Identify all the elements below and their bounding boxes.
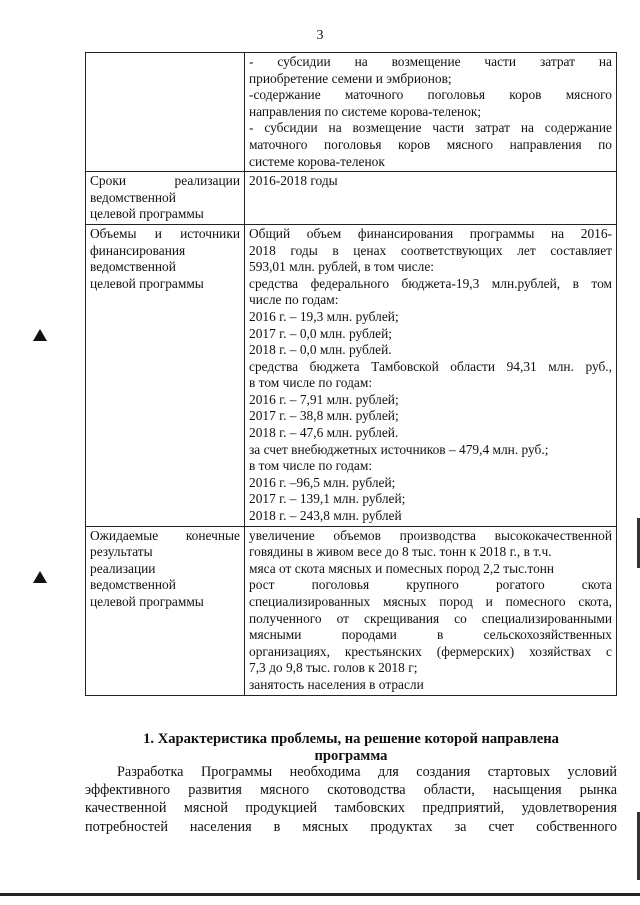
label-line: целевой программы — [90, 275, 204, 291]
text-line: 2016 г. –96,5 млн. рублей; — [249, 474, 396, 490]
text-line: 7,3 до 9,8 тыс. голов к 2018 г; — [249, 660, 418, 676]
text-line: 2018 г. – 47,6 млн. рублей. — [249, 425, 399, 441]
row-label-results — [86, 526, 245, 695]
text-line: 2017 г. – 0,0 млн. рублей; — [249, 325, 392, 341]
text-line: системе корова-теленок — [249, 153, 385, 169]
program-passport-table — [85, 52, 617, 696]
text-line: средства бюджета Тамбовской области 94,31 млн. руб., — [249, 358, 612, 374]
text-line: 2017 г. – 139,1 млн. рублей; — [249, 491, 406, 507]
paragraph-line: Разработка Программы необходима для создания стартовых условий — [117, 764, 617, 780]
label-line: реализации — [90, 560, 156, 576]
heading-line: 1. Характеристика проблемы, на решение которой направлена — [143, 731, 559, 747]
text-line: полученного от скрещивания со специализированными — [249, 610, 612, 626]
label-line: целевой программы — [90, 206, 204, 222]
text-line: - субсидии на возмещение части затрат на — [249, 54, 612, 69]
row-value-results — [245, 526, 617, 695]
table-row-activities — [86, 53, 617, 172]
text-line: - субсидии на возмещение части затрат на содержание — [249, 120, 612, 136]
row-value-activities — [245, 53, 617, 172]
label-line: Объемы и источники — [90, 225, 240, 241]
text-line: за счет внебюджетных источников – 479,4 млн. руб.; — [249, 441, 549, 457]
row-label-activities — [86, 53, 245, 172]
page-number: 3 — [316, 28, 324, 43]
text-line: 2018 годы в ценах соответствующих лет составляет — [249, 242, 612, 258]
section-paragraph — [85, 763, 617, 836]
row-value-funding — [245, 224, 617, 526]
text-line: 2016 г. – 7,91 млн. рублей; — [249, 391, 399, 407]
row-label-funding — [86, 224, 245, 526]
row-label-timeframe — [86, 172, 245, 225]
text-line: увеличение объемов производства высококачественной — [249, 527, 612, 543]
text-line: -содержание маточного поголовья коров мясного — [249, 87, 612, 103]
text-line: маточного поголовья коров мясного направления по — [249, 136, 612, 152]
label-line: результаты — [90, 544, 153, 560]
binding-hole-mark — [32, 568, 48, 584]
row-value-timeframe — [245, 172, 617, 225]
label-line: ведомственной — [90, 189, 176, 205]
label-line: ведомственной — [90, 577, 176, 593]
heading-line: программа — [314, 748, 388, 764]
text-line: приобретение семени и эмбрионов; — [249, 70, 452, 86]
label-line: финансирования — [90, 242, 186, 258]
text-line: специализированных мясных пород и помесного скота, — [249, 594, 612, 609]
text-line: числе по годам: — [249, 292, 339, 308]
text-line: направления по системе корова-теленок; — [249, 103, 482, 119]
paragraph-line: эффективного развития мясного скотоводства области, насыщения рынка — [85, 782, 617, 799]
text-line: 2017 г. – 38,8 млн. рублей; — [249, 408, 399, 424]
text-line: 593,01 млн. рублей, в том числе: — [249, 259, 434, 275]
label-line: целевой программы — [90, 594, 204, 609]
text-line: 2016 г. – 19,3 млн. рублей; — [249, 308, 399, 324]
text-line: рост поголовья крупного рогатого скота — [249, 577, 612, 593]
paragraph-line: потребностей населения в мясных продуктах за счет собственного — [85, 818, 617, 835]
label-line: Сроки реализации — [90, 173, 240, 189]
text-line: говядины в живом весе до 8 тыс. тонн к 2018 г., в т.ч. — [249, 544, 552, 560]
text-line: мяса от скота мясных и помесных пород 2,2 тыс.тонн — [249, 560, 555, 576]
table-row-results — [86, 526, 617, 695]
table-row-timeframe — [86, 172, 617, 225]
text-line: средства федерального бюджета-19,3 млн.рублей, в том — [249, 275, 612, 291]
text-line: в том числе по годам: — [249, 375, 373, 391]
section-heading — [85, 731, 617, 765]
text-line: в том числе по годам: — [249, 458, 373, 474]
text-line: 2018 г. – 0,0 млн. рублей. — [249, 342, 392, 358]
table-row-funding — [86, 224, 617, 526]
text-line: организациях, крестьянских (фермерских) хозяйствах с — [249, 643, 612, 659]
label-line: ведомственной — [90, 259, 176, 275]
text-line: 2016-2018 годы — [249, 173, 338, 189]
page-bottom-rule — [0, 893, 640, 896]
text-line: Общий объем финансирования программы на 2016- — [249, 225, 612, 241]
binding-hole-mark — [32, 326, 48, 342]
text-line: занятость населения в отрасли — [249, 676, 424, 692]
text-line: мясными породами в сельскохозяйственных — [249, 627, 612, 643]
label-line: Ожидаемые конечные — [90, 527, 240, 543]
paragraph-line: качественной мясной продукцией тамбовских предприятий, удовлетворения — [85, 800, 617, 817]
text-line: 2018 г. – 243,8 млн. рублей — [249, 508, 402, 524]
